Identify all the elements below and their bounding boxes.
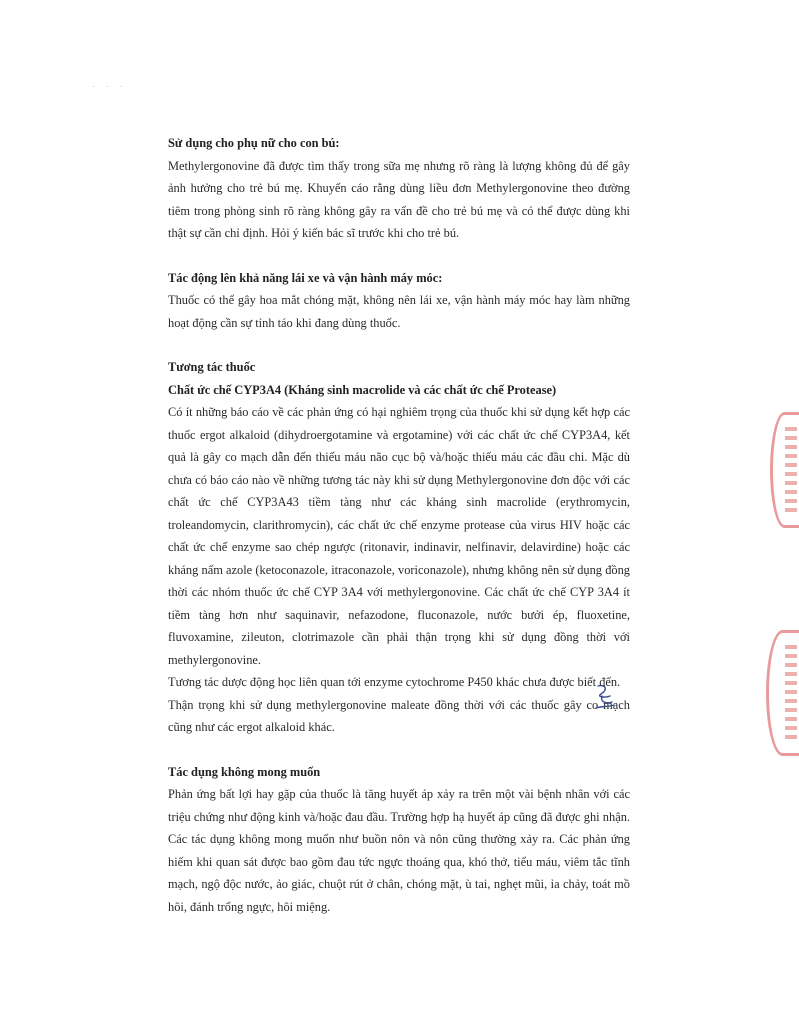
section-breastfeeding bbox=[168, 132, 630, 245]
section-heading: Tác động lên khả năng lái xe và vận hành máy móc: bbox=[168, 270, 443, 285]
section-paragraph: Tương tác dược động học liên quan tới enzyme cytochrome P450 khác chưa được biết đến. bbox=[168, 675, 621, 689]
section-heading: Tác dụng không mong muốn bbox=[168, 764, 321, 779]
signature-mark bbox=[592, 682, 618, 712]
section-heading: Sử dụng cho phụ nữ cho con bú: bbox=[168, 136, 340, 150]
page-scan-mark: · · · bbox=[92, 82, 127, 93]
document-body bbox=[168, 132, 630, 918]
red-stamp-fragment bbox=[770, 412, 799, 528]
section-heading: Tương tác thuốc bbox=[168, 360, 256, 374]
section-paragraph: Methylergonovine đã được tìm thấy trong sữa mẹ nhưng rõ ràng là lượng không đủ để gây ảnh hưởng cho trẻ bú mẹ. Khuyến cáo rằng dùng liều đơn Methylergonovine theo đường tiêm trong phòng sinh rõ ràng không gây ra vấn đề cho trẻ bú mẹ và có thể được dùng khi thật sự cần chỉ định. Hỏi ý kiến bác sĩ trước khi cho trẻ bú. bbox=[168, 158, 630, 240]
section-paragraph: Thận trọng khi sử dụng methylergonovine maleate đồng thời với các thuốc gây co mạch cũng như các ergot alkaloid khác. bbox=[168, 697, 630, 734]
section-paragraph: Có ít những báo cáo về các phản ứng có hại nghiêm trọng của thuốc khi sử dụng kết hợp các thuốc ergot alkaloid (dihydroergotamine và ergotamine) với các chất ức chế CYP3A4, kết quả là gây co mạch dẫn đến thiếu máu não cục bộ và/hoặc thiếu máu các đầu chi. Mặc dù chưa có báo cáo nào về những tương tác này khi sử dụng Methylergonovine đơn độc với các chất ức chế CYP3A43 tiềm tàng như các kháng sinh macrolide (erythromycin, troleandomycin, clarithromycin), các chất ức chế enzyme protease của virus HIV hoặc các chất ức chế enzyme sao chép ngược (ritonavir, indinavir, nelfinavir, delavirdine) hoặc các kháng nấm azole (ketoconazole, itraconazole, voriconazole), nhưng không nên sử dụng đồng thời các nhóm thuốc ức chế CYP 3A4 với methylergonovine. Các chất ức chế CYP 3A4 ít tiềm tàng hơn như saquinavir, nefazodone, fluconazole, nước bưởi ép, fluoxetine, fluvoxamine, zileuton, clotrimazole cần phải thận trọng khi sử dụng đồng thời với methylergonovine. bbox=[168, 405, 630, 667]
red-stamp-fragment bbox=[766, 630, 799, 756]
section-paragraph: Phản ứng bất lợi hay gặp của thuốc là tăng huyết áp xảy ra trên một vài bệnh nhân với các triệu chứng như động kinh và/hoặc đau đầu. Trường hợp hạ huyết áp cũng đã được ghi nhận. Các tác dụng không mong muốn như buồn nôn và nôn cũng thường xảy ra. Các phản ứng hiếm khi quan sát được bao gồm đau tức ngực thoáng qua, khó thở, tiểu máu, viêm tắc tĩnh mạch, ngộ độc nước, ảo giác, chuột rút ở chân, chóng mặt, ù tai, nghẹt mũi, ỉa chảy, toát mồ hôi, đánh trống ngực, hôi miệng. bbox=[168, 787, 630, 914]
section-paragraph: Thuốc có thể gây hoa mắt chóng mặt, không nên lái xe, vận hành máy móc hay làm những hoạt động cần sự tỉnh táo khi đang dùng thuốc. bbox=[168, 293, 630, 330]
section-driving bbox=[168, 267, 630, 335]
section-subheading: Chất ức chế CYP3A4 (Kháng sinh macrolide và các chất ức chế Protease) bbox=[168, 382, 557, 397]
section-drug-interactions bbox=[168, 356, 630, 739]
section-adverse-effects bbox=[168, 761, 630, 919]
